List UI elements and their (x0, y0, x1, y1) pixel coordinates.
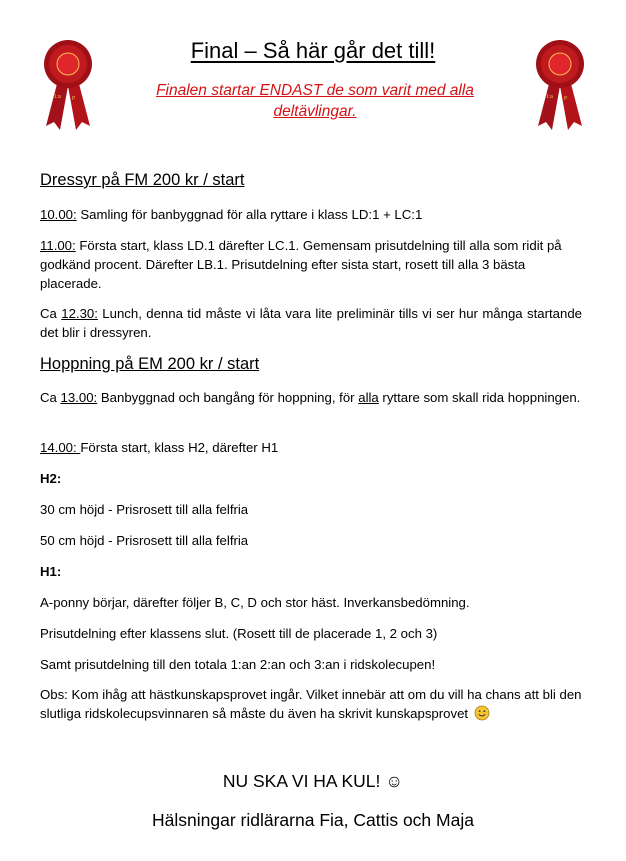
h1-label: H1: (40, 564, 62, 579)
h2-line-2: 50 cm höjd - Prisrosett till alla felfria (40, 533, 249, 548)
time-label: 12.30: (61, 306, 98, 321)
smiley-icon (474, 705, 490, 721)
hoppning-paragraph-1 (40, 388, 582, 407)
h1-line-3: Samt prisutdelning till den totala 1:an 2:an och 3:an i ridskolecupen! (40, 657, 436, 672)
svg-text:P: P (564, 96, 568, 102)
dressyr-heading: Dressyr på FM 200 kr / start (40, 171, 245, 189)
dressyr-paragraph-2 (40, 236, 582, 293)
obs-paragraph (40, 685, 582, 723)
time-label: 13.00: (60, 390, 98, 405)
footer-signature: Hälsningar ridlärarna Fia, Cattis och Maja (152, 810, 474, 830)
dressyr-paragraph-1 (40, 205, 582, 224)
paragraph-text: Första start, klass H2, därefter H1 (80, 440, 279, 455)
time-label: 10.00: (40, 207, 77, 222)
paragraph-text: Samling för banbyggnad för alla ryttare i klass LD:1 + LC:1 (76, 207, 423, 222)
paragraph-text-end: ryttare som skall rida hoppningen. (378, 390, 581, 405)
page-title-text: Final – Så här går det till! (190, 38, 436, 63)
obs-text: Obs: Kom ihåg att hästkunskapsprovet ingår. Vilket innebär att om du vill ha chans att bli den slutliga ridskolecupsvinnaren så måste du även ha skrivit kunskapsprovet (40, 687, 582, 721)
hoppning-heading: Hoppning på EM 200 kr / start (40, 355, 260, 373)
svg-text:P: P (72, 96, 76, 102)
time-label: 11.00: (40, 238, 76, 253)
svg-text:1:a: 1:a (546, 94, 553, 100)
paragraph-text: Lunch, denna tid måste vi låta vara lite preliminär tills vi ser hur många startande det blir i dressyren. (40, 306, 582, 340)
time-label: 14.00: (40, 440, 81, 455)
svg-text:1:a: 1:a (54, 94, 61, 100)
h1-line-2: Prisutdelning efter klassens slut. (Rosett till de placerade 1, 2 och 3) (40, 626, 438, 641)
h2-line-1: 30 cm höjd - Prisrosett till alla felfria (40, 502, 249, 517)
emphasis-alla: alla (358, 390, 379, 405)
footer-cheer: NU SKA VI HA KUL! ☺ (222, 771, 404, 791)
page-title (0, 38, 626, 64)
h1-line-1: A-ponny börjar, därefter följer B, C, D och stor häst. Inverkansbedömning. (40, 595, 470, 610)
paragraph-text: Första start, klass LD.1 därefter LC.1. Gemensam prisutdelning till alla som ridit på godkänd procent. Därefter LB.1. Prisutdelning efter sista start, rosett till alla 3 bästa placerade. (40, 238, 562, 291)
paragraph-text: Banbyggnad och bangång för hoppning, för (97, 390, 359, 405)
dressyr-paragraph-3 (40, 304, 582, 342)
hoppning-paragraph-2 (40, 438, 582, 457)
page-subtitle: Finalen startar ENDAST de som varit med alla deltävlingar. (156, 82, 474, 120)
paragraph-prefix: Ca (40, 306, 62, 321)
h2-label: H2: (40, 471, 62, 486)
paragraph-prefix: Ca (40, 390, 61, 405)
